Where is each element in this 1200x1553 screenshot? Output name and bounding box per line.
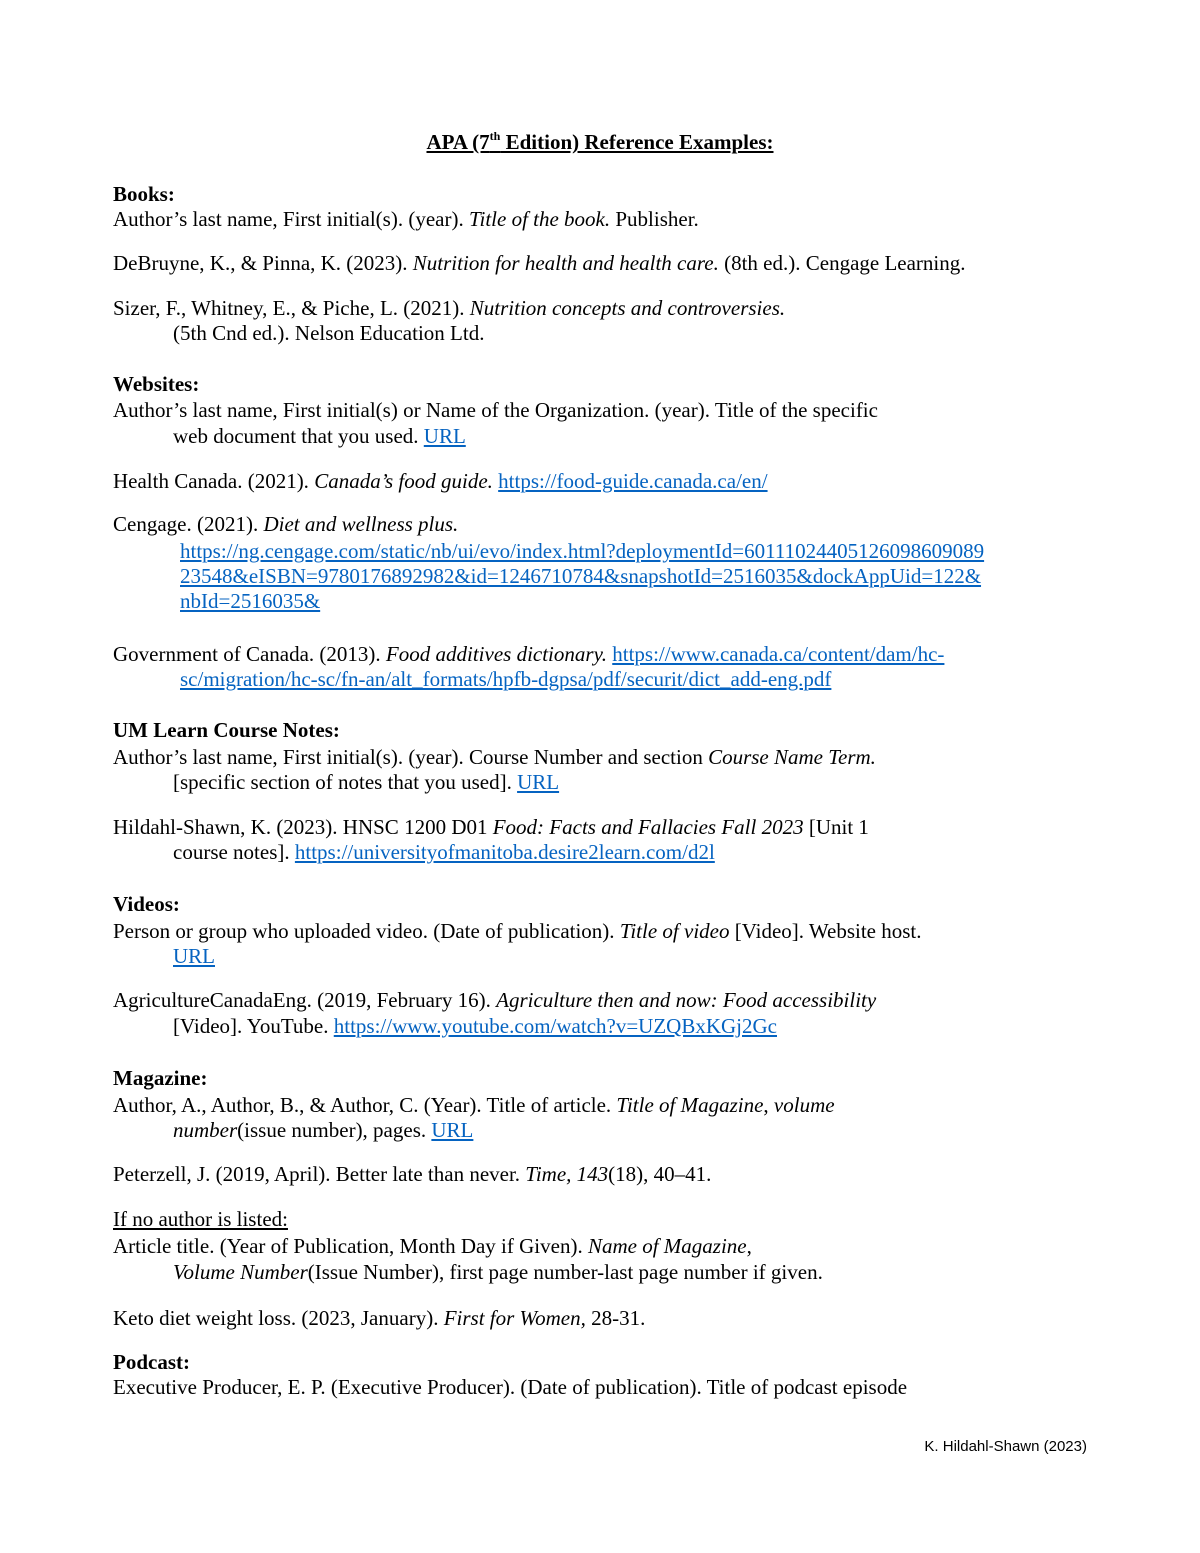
cengage-link-line-1[interactable]: https://ng.cengage.com/static/nb/ui/evo/index.html?deploymentId=601110244051260986090​89 — [180, 539, 985, 563]
videos-example-1: AgricultureCanadaEng. (2019, February 16). Agriculture then and now: Food accessibility — [113, 988, 877, 1012]
youtube-link[interactable]: https://www.youtube.com/watch?v=UZQBxKGj2Gc — [333, 1014, 777, 1038]
videos-example-1-cont: [Video]. YouTube. https://www.youtube.com/watch?v=UZQBxKGj2Gc — [173, 1014, 777, 1038]
food-additives-link[interactable]: https://www.canada.ca/content/dam/hc- — [612, 642, 945, 666]
cengage-link-line-2[interactable]: 23548&eISBN=9780176892982&id=1246710784&snapshotId=2516035&dockAppUid=122& — [180, 564, 982, 588]
cengage-link-line-3[interactable]: nbId=2516035& — [180, 589, 321, 613]
section-heading-course-notes: UM Learn Course Notes: — [113, 718, 340, 742]
magazine-format-2-cont: Volume Number(Issue Number), first page number-last page number if given. — [173, 1260, 823, 1284]
websites-format-cont: web document that you used. URL — [173, 424, 466, 448]
magazine-example-1: Peterzell, J. (2019, April). Better late than never. Time, 143(18), 40–41. — [113, 1162, 712, 1186]
page-title: APA (7th Edition) Reference Examples: — [426, 129, 774, 154]
websites-example-3: Government of Canada. (2013). Food additives dictionary. https://www.canada.ca/content/dam/hc- — [113, 642, 945, 666]
books-format: Author’s last name, First initial(s). (year). Title of the book. Publisher. — [113, 207, 699, 231]
videos-format: Person or group who uploaded video. (Date of publication). Title of video [Video]. Website host. — [113, 919, 922, 943]
url-link[interactable]: URL — [423, 424, 466, 448]
magazine-format-cont: number(issue number), pages. URL — [173, 1118, 474, 1142]
magazine-format: Author, A., Author, B., & Author, C. (Year). Title of article. Title of Magazine, volume — [113, 1093, 835, 1117]
url-link[interactable]: URL — [431, 1118, 474, 1142]
page-footer: K. Hildahl-Shawn (2023) — [924, 1438, 1087, 1455]
websites-example-1: Health Canada. (2021). Canada’s food guide. https://food-guide.canada.ca/en/ — [113, 469, 768, 493]
section-heading-podcast: Podcast: — [113, 1350, 190, 1374]
url-link[interactable]: URL — [517, 770, 560, 794]
websites-example-2: Cengage. (2021). Diet and wellness plus. — [113, 512, 459, 536]
magazine-format-2: Article title. (Year of Publication, Month Day if Given). Name of Magazine, — [113, 1234, 752, 1258]
food-guide-link[interactable]: https://food-guide.canada.ca/en/ — [498, 469, 768, 493]
no-author-label: If no author is listed: — [113, 1207, 288, 1231]
food-additives-link-cont[interactable]: sc/migration/hc-sc/fn-an/alt_formats/hpfb-dgpsa/pdf/securit/dict_add-eng.pdf — [180, 667, 832, 691]
books-example-2-cont: (5th Cnd ed.). Nelson Education Ltd. — [173, 321, 485, 345]
d2l-link[interactable]: https://universityofmanitoba.desire2learn.com/d2l — [294, 840, 715, 864]
websites-format: Author’s last name, First initial(s) or Name of the Organization. (year). Title of the specific — [113, 398, 878, 422]
course-notes-format: Author’s last name, First initial(s). (year). Course Number and section Course Name Term. — [113, 745, 876, 769]
books-example-2: Sizer, F., Whitney, E., & Piche, L. (2021). Nutrition concepts and controversies. — [113, 296, 786, 320]
course-notes-example-1: Hildahl-Shawn, K. (2023). HNSC 1200 D01 Food: Facts and Fallacies Fall 2023 [Unit 1 — [113, 815, 869, 839]
course-notes-example-1-cont: course notes]. https://universityofmanitoba.desire2learn.com/d2l — [173, 840, 715, 864]
section-heading-videos: Videos: — [113, 892, 180, 916]
section-heading-magazine: Magazine: — [113, 1066, 208, 1090]
section-heading-books: Books: — [113, 182, 175, 206]
books-example-1: DeBruyne, K., & Pinna, K. (2023). Nutrition for health and health care. (8th ed.). Cengage Learning. — [113, 251, 966, 275]
magazine-example-2: Keto diet weight loss. (2023, January). First for Women, 28-31. — [113, 1306, 646, 1330]
course-notes-format-cont: [specific section of notes that you used]. URL — [173, 770, 560, 794]
podcast-format: Executive Producer, E. P. (Executive Producer). (Date of publication). Title of podcast episode — [113, 1375, 908, 1399]
url-link[interactable]: URL — [173, 944, 215, 968]
section-heading-websites: Websites: — [113, 372, 200, 396]
